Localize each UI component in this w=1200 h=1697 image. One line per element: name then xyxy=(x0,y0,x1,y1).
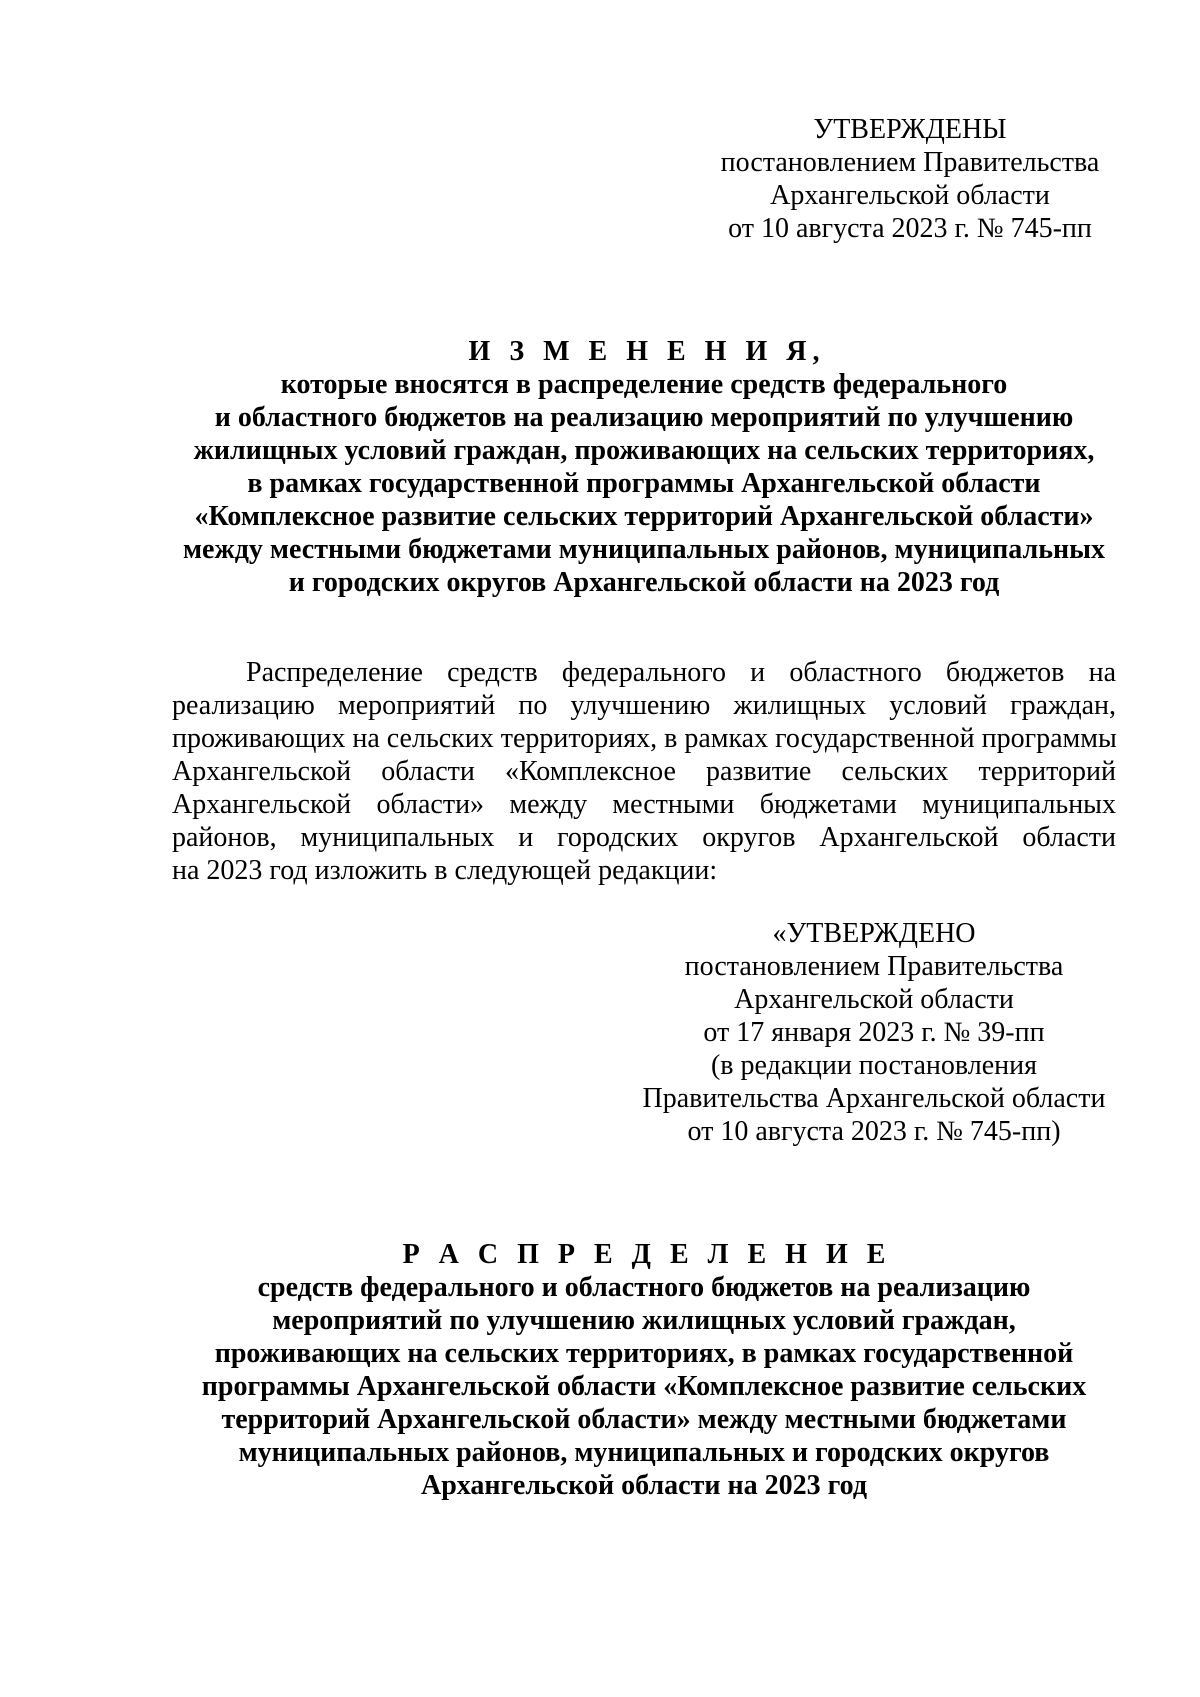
approval-stamp-inner xyxy=(634,917,1114,1148)
body-paragraph-line: Архангельской области «Комплексное развитие сельских территорий xyxy=(172,756,1116,787)
approval-inner-line: от 10 августа 2023 г. № 745-пп) xyxy=(687,1116,1061,1147)
distribution-heading-line: проживающих на сельских территориях, в рамках государственной xyxy=(214,1338,1074,1369)
distribution-heading xyxy=(160,1238,1128,1502)
approval-top-line: Архангельской области xyxy=(770,180,1050,211)
body-paragraph xyxy=(172,656,1116,887)
distribution-heading-line: средств федерального и областного бюджетов на реализацию xyxy=(257,1272,1031,1303)
body-paragraph-line: районов, муниципальных и городских округов Архангельской области xyxy=(172,822,1116,853)
approval-inner-line: (в редакции постановления xyxy=(710,1050,1038,1081)
distribution-heading-line: Архангельской области на 2023 год xyxy=(420,1470,867,1501)
body-paragraph-line: Распределение средств федерального и областного бюджетов на xyxy=(246,657,1116,688)
body-paragraph-line: проживающих на сельских территориях, в рамках государственной программы xyxy=(172,723,1117,754)
approval-top-line: УТВЕРЖДЕНЫ xyxy=(813,114,1007,145)
changes-heading-line: жилищных условий граждан, проживающих на сельских территориях, xyxy=(193,435,1095,466)
approval-inner-line: «УТВЕРЖДЕНО xyxy=(772,918,976,949)
approval-top-line: от 10 августа 2023 г. № 745-пп xyxy=(728,213,1092,244)
body-paragraph-line: реализацию мероприятий по улучшению жилищных условий граждан, xyxy=(172,690,1116,721)
body-paragraph-line: Архангельской области» между местными бюджетами муниципальных xyxy=(172,789,1116,820)
changes-heading-line: и городских округов Архангельской области на 2023 год xyxy=(288,567,1000,598)
approval-top-line: постановлением Правительства xyxy=(720,147,1100,178)
distribution-heading-line: программы Архангельской области «Комплексное развитие сельских xyxy=(201,1371,1087,1402)
changes-heading-line: в рамках государственной программы Архангельской области xyxy=(247,468,1041,499)
changes-heading xyxy=(160,335,1128,599)
distribution-title: Р А С П Р Е Д Е Л Е Н И Е xyxy=(402,1239,892,1270)
changes-heading-line: между местными бюджетами муниципальных районов, муниципальных xyxy=(182,534,1106,565)
changes-heading-line: «Комплексное развитие сельских территорий Архангельской области» xyxy=(194,501,1094,532)
approval-inner-line: от 17 января 2023 г. № 39-пп xyxy=(703,1017,1045,1048)
approval-inner-line: Правительства Архангельской области xyxy=(642,1083,1106,1114)
approval-inner-line: Архангельской области xyxy=(734,984,1014,1015)
distribution-heading-line: мероприятий по улучшению жилищных условий граждан, xyxy=(272,1305,1016,1336)
changes-heading-line: которые вносятся в распределение средств федерального xyxy=(280,369,1008,400)
distribution-heading-line: территорий Архангельской области» между местными бюджетами xyxy=(221,1404,1067,1435)
approval-stamp-top xyxy=(700,113,1120,245)
approval-inner-line: постановлением Правительства xyxy=(684,951,1064,982)
distribution-heading-line: муниципальных районов, муниципальных и городских округов xyxy=(238,1437,1050,1468)
changes-title: И З М Е Н Е Н И Я, xyxy=(468,336,826,367)
changes-heading-line: и областного бюджетов на реализацию мероприятий по улучшению xyxy=(214,402,1074,433)
body-paragraph-line: на 2023 год изложить в следующей редакции: xyxy=(172,855,718,886)
